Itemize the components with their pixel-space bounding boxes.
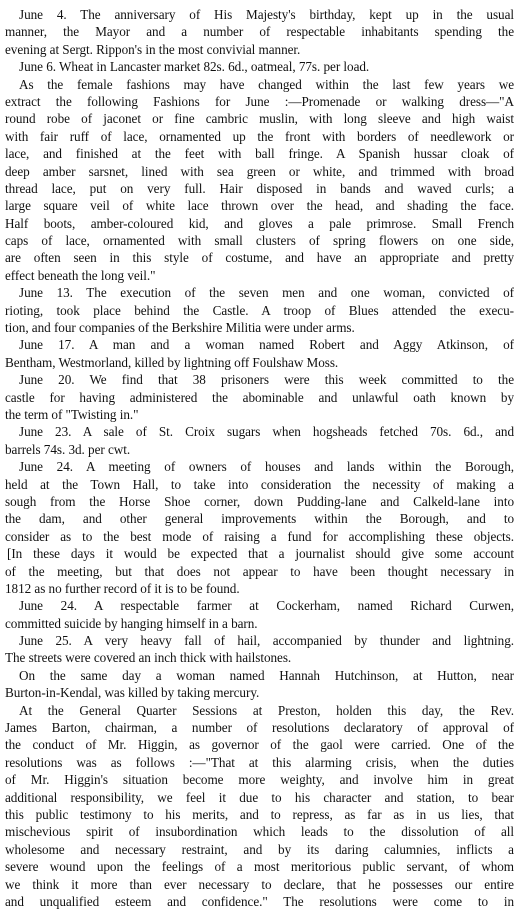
text-line: lace, and finished at the feet with ball fringe. A Spanish hussar cloak of xyxy=(5,146,514,162)
text-line: are often seen in this style of costume, and have an appropriate and pretty xyxy=(5,250,514,266)
text-line: June 24. A meeting of owners of houses and lands within the Borough, xyxy=(19,459,514,475)
text-line: resolutions was as follows :—"That at this alarming crisis, when the duties xyxy=(5,754,514,770)
text-line: thread lace, put on very full. Hair disposed in bands and waved curls; a xyxy=(5,180,514,196)
text-line: rioting, took place behind the Castle. A troop of Blues attended the execu- xyxy=(5,302,514,318)
text-line: extract the following Fashions for June :—Promenade or walking dress—"A xyxy=(5,93,514,109)
text-line: committed suicide by hanging himself in a barn. xyxy=(5,615,258,631)
text-line: with fair ruff of lace, ornamented up the front with borders of needlework or xyxy=(5,128,514,144)
text-line: this public testimony to his merits, and to repress, as far as in us lies, that xyxy=(5,806,514,822)
text-line: large square veil of white lace thrown over the head, and shading the face. xyxy=(5,198,514,214)
text-line: round robe of jaconet or fine cambric muslin, with long sleeve and high waist xyxy=(5,111,514,127)
text-line: the term of "Twisting in." xyxy=(5,406,139,422)
text-line: mischevious spirit of insubordination which leads to the dissolution of all xyxy=(5,824,514,840)
text-line: and unqualified esteem and confidence." The resolutions were come to in xyxy=(5,893,514,909)
text-line: of Mr. Higgin's situation become more weighty, and involve him in great xyxy=(5,772,514,788)
text-line: [In these days it would be expected that a journalist should give some account xyxy=(7,546,514,562)
text-line: the dam, and other general improvements within the Borough, and to xyxy=(5,511,514,527)
text-line: additional responsibility, we feel it due to his character and station, to bear xyxy=(5,789,514,805)
text-line: manner, the Mayor and a number of respectable inhabitants spending the xyxy=(5,24,514,40)
text-line: June 25. A very heavy fall of hail, accompanied by thunder and lightning. xyxy=(19,633,514,649)
text-line: held at the Town Hall, to take into consideration the necessity of making a xyxy=(5,476,514,492)
text-line: wholesome and necessary restraint, and by its daring calumnies, inflicts a xyxy=(5,841,514,857)
text-line: the conduct of Mr. Higgin, as governor of the gaol were carried. One of the xyxy=(5,737,514,753)
text-line: James Barton, chairman, a number of resolutions declaratory of approval of xyxy=(5,720,514,736)
text-line: sough from the Horse Shoe corner, down Pudding-lane and Calkeld-lane into xyxy=(5,493,514,509)
text-line: Bentham, Westmorland, killed by lightning off Foulshaw Moss. xyxy=(5,354,339,370)
text-line: The streets were covered an inch thick with hailstones. xyxy=(5,650,292,666)
text-line: barrels 74s. 3d. per cwt. xyxy=(5,441,131,457)
text-line: consider as to the best mode of raising a fund for accomplishing these objects. xyxy=(5,528,514,544)
text-line: 1812 as no further record of it is to be found. xyxy=(5,580,240,596)
text-line: June 24. A respectable farmer at Cockerham, named Richard Curwen, xyxy=(19,598,514,614)
text-column xyxy=(5,6,514,910)
text-line: June 17. A man and a woman named Robert and Aggy Atkinson, of xyxy=(19,337,514,353)
text-line: we think it more than ever necessary to declare, that he possesses our entire xyxy=(5,876,514,892)
text-line: tion, and four companies of the Berkshire Militia were under arms. xyxy=(5,320,355,336)
text-line: At the General Quarter Sessions at Preston, holden this day, the Rev. xyxy=(19,702,514,718)
text-line: deep amber sarsnet, lined with sea green or white, and trimmed with broad xyxy=(5,163,514,179)
text-line: severe wound upon the feelings of a most meritorious public servant, of whom xyxy=(5,859,514,875)
text-line: As the female fashions may have changed within the last few years we xyxy=(19,76,514,92)
text-line: June 4. The anniversary of His Majesty's birthday, kept up in the usual xyxy=(19,7,514,22)
text-line: effect beneath the long veil." xyxy=(5,267,156,283)
text-line: On the same day a woman named Hannah Hutchinson, at Hutton, near xyxy=(19,667,514,683)
text-line: June 20. We find that 38 prisoners were this week committed to the xyxy=(19,372,514,388)
text-line: evening at Sergt. Rippon's in the most convivial manner. xyxy=(5,41,301,57)
text-line: caps of lace, ornamented with small clusters of spring flowers on one side, xyxy=(5,233,514,249)
text-line: Burton-in-Kendal, was killed by taking mercury. xyxy=(5,685,260,701)
text-line: June 6. Wheat in Lancaster market 82s. 6d., oatmeal, 77s. per load. xyxy=(19,59,370,75)
text-line: June 13. The execution of the seven men and one woman, convicted of xyxy=(19,285,514,301)
text-line: of the meeting, but that does not appear to have been thought necessary in xyxy=(5,563,514,579)
text-line: castle for having administered the abominable and unlawful oath known by xyxy=(5,389,514,405)
text-line: Half boots, amber-coloured kid, and gloves a pale primrose. Small French xyxy=(5,215,514,231)
text-line: June 23. A sale of St. Croix sugars when hogsheads fetched 70s. 6d., and xyxy=(19,424,514,440)
